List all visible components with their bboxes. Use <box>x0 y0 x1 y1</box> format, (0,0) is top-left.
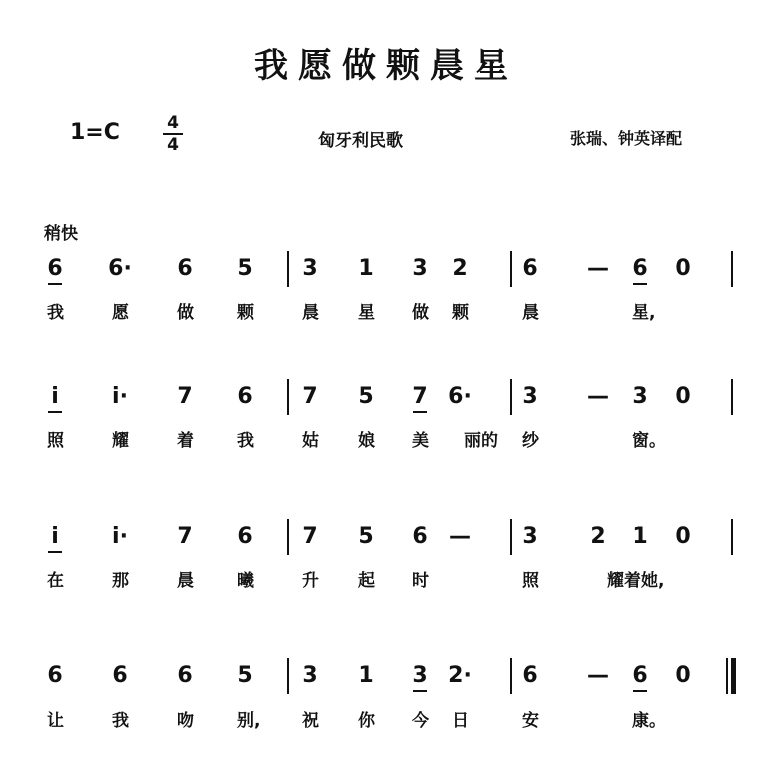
lyric-syllable: 起 <box>358 571 375 591</box>
note: 7 <box>177 384 193 409</box>
note: 0 <box>675 663 691 688</box>
note: 2 <box>590 524 606 549</box>
lyric-syllable: 做 <box>412 303 429 323</box>
barline <box>510 519 512 555</box>
barline <box>287 658 289 694</box>
note: 1 <box>358 256 374 281</box>
barline <box>287 519 289 555</box>
tempo-marking: 稍快 <box>44 224 78 244</box>
note: 3 <box>632 384 648 409</box>
lyric-syllable: 照 <box>522 571 539 591</box>
note: 3 <box>522 384 538 409</box>
lyric-syllable: 晨 <box>177 571 194 591</box>
line-end-barline <box>731 251 733 287</box>
note: 5 <box>358 384 374 409</box>
line-end-barline <box>731 519 733 555</box>
note: 6 <box>522 256 538 281</box>
note: 6 <box>112 663 128 688</box>
note: 6 <box>412 524 428 549</box>
note: 6 <box>522 663 538 688</box>
lyric-syllable: 别, <box>237 711 261 731</box>
note: 3 <box>302 663 318 688</box>
note: 3 <box>405 663 435 689</box>
note: 7 <box>177 524 193 549</box>
note: — <box>587 256 609 281</box>
note: 6 <box>47 663 63 688</box>
note: 6· <box>448 384 472 409</box>
barline <box>510 658 512 694</box>
time-signature-bottom: 4 <box>167 135 179 155</box>
lyric-syllable: 照 <box>47 431 64 451</box>
note: 2 <box>452 256 468 281</box>
note: 7 <box>405 384 435 410</box>
song-origin: 匈牙利民歌 <box>318 131 403 151</box>
note: — <box>587 663 609 688</box>
lyric-syllable: 愿 <box>112 303 129 323</box>
note: 6· <box>108 256 132 281</box>
lyric-syllable: 丽的 <box>464 431 498 451</box>
lyric-syllable: 在 <box>47 571 64 591</box>
lyric-syllable: 那 <box>112 571 129 591</box>
note: 6 <box>177 256 193 281</box>
note: i· <box>112 384 128 409</box>
note: 6 <box>625 663 655 689</box>
lyric-syllable: 康。 <box>632 711 666 731</box>
lyric-syllable: 升 <box>302 571 319 591</box>
lyric-syllable: 我 <box>112 711 129 731</box>
lyric-syllable: 晨 <box>302 303 319 323</box>
note: 6 <box>40 256 70 282</box>
note: 6 <box>177 663 193 688</box>
note: 6 <box>237 384 253 409</box>
lyric-syllable: 颗 <box>237 303 254 323</box>
final-barline-thin <box>726 658 728 694</box>
note: 6 <box>625 256 655 282</box>
lyric-syllable: 窗。 <box>632 431 666 451</box>
lyric-syllable: 你 <box>358 711 375 731</box>
note: 7 <box>302 384 318 409</box>
lyric-syllable: 纱 <box>522 431 539 451</box>
note: 0 <box>675 384 691 409</box>
barline <box>510 379 512 415</box>
lyric-syllable: 耀 <box>112 431 129 451</box>
note: 5 <box>237 663 253 688</box>
lyric-syllable: 吻 <box>177 711 194 731</box>
final-barline <box>731 658 736 694</box>
time-signature <box>163 114 183 154</box>
barline <box>510 251 512 287</box>
note: — <box>449 524 471 549</box>
lyric-syllable: 晨 <box>522 303 539 323</box>
lyric-syllable: 美 <box>412 431 429 451</box>
barline <box>287 379 289 415</box>
lyric-syllable: 曦 <box>237 571 254 591</box>
lyric-syllable: 日 <box>452 711 469 731</box>
note: 2· <box>448 663 472 688</box>
note: — <box>587 384 609 409</box>
note: i <box>40 524 70 550</box>
lyric-syllable: 祝 <box>302 711 319 731</box>
note: i· <box>112 524 128 549</box>
lyric-syllable: 星 <box>358 303 375 323</box>
lyric-syllable: 着 <box>177 431 194 451</box>
lyric-syllable: 娘 <box>358 431 375 451</box>
lyric-syllable: 今 <box>412 711 429 731</box>
lyric-syllable: 姑 <box>302 431 319 451</box>
note: 3 <box>522 524 538 549</box>
lyric-syllable: 星, <box>632 303 656 323</box>
lyric-syllable: 我 <box>237 431 254 451</box>
song-title: 我愿做颗晨星 <box>254 46 518 86</box>
note: 1 <box>358 663 374 688</box>
lyric-syllable: 我 <box>47 303 64 323</box>
note: 1 <box>632 524 648 549</box>
note: 6 <box>237 524 253 549</box>
lyric-syllable: 安 <box>522 711 539 731</box>
barline <box>287 251 289 287</box>
line-end-barline <box>731 379 733 415</box>
lyric-syllable: 让 <box>47 711 64 731</box>
note: 5 <box>358 524 374 549</box>
note: 3 <box>302 256 318 281</box>
note: 0 <box>675 256 691 281</box>
note: 5 <box>237 256 253 281</box>
note: 0 <box>675 524 691 549</box>
note: 7 <box>302 524 318 549</box>
translator-credits: 张瑞、钟英译配 <box>570 129 683 148</box>
key-signature: 1=C <box>70 120 120 145</box>
note: i <box>40 384 70 410</box>
lyric-syllable: 时 <box>412 571 429 591</box>
lyric-syllable: 颗 <box>452 303 469 323</box>
time-signature-top: 4 <box>167 113 179 133</box>
lyric-syllable: 耀着她, <box>607 571 665 591</box>
note: 3 <box>412 256 428 281</box>
lyric-syllable: 做 <box>177 303 194 323</box>
